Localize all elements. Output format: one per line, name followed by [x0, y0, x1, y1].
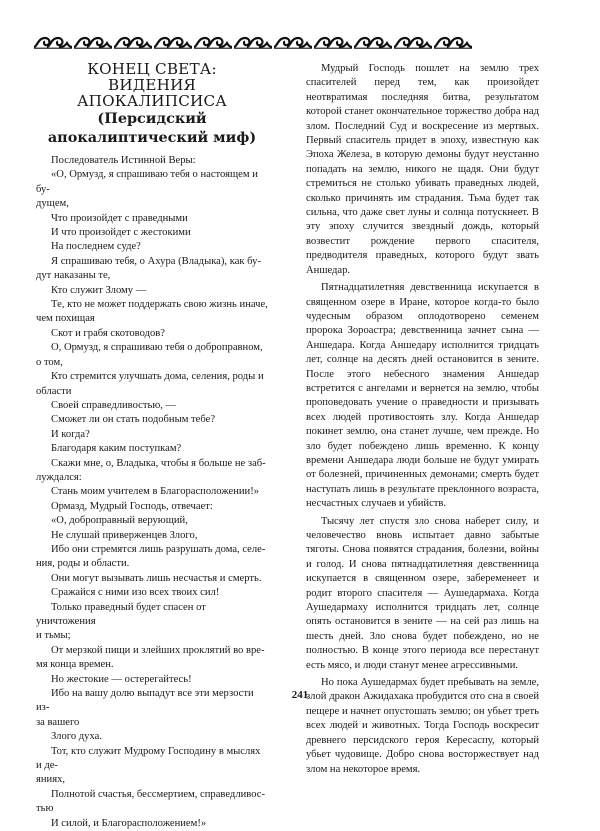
wave-scroll-icon [313, 34, 353, 50]
verse-line: луждался: [36, 471, 82, 483]
verse-line: Только праведный будет спасен от уничтожения [36, 601, 206, 627]
verse-line: Кто служит Злому — [51, 284, 147, 296]
prose-paragraph: Но пока Аушедармах будет пребывать на земле, злой дракон Ажидахака пробудится ото сна в своей пещере и начнет опустошать землю; он убьет треть всех людей и животных. Тогда Господь воскресит древнего персидского героя Кересаспу, который убьет чудовище. Добро снова восторжествует над злом на некоторое время. [306, 677, 539, 775]
verse-line: На последнем суде? [51, 241, 141, 253]
wave-scroll-icon [73, 34, 113, 50]
verse-line: Сражайся с ними изо всех твоих сил! [51, 587, 220, 599]
verse-text [36, 154, 268, 831]
wave-scroll-icon [353, 34, 393, 50]
verse-line: Скот и грабя скотоводов? [51, 327, 165, 339]
verse-line: Злого духа. [51, 731, 102, 743]
subtitle-line-1: (Персидский [97, 110, 207, 127]
verse-line: «О, Ормузд, я спрашиваю тебя о настоящем и бу- [36, 169, 258, 195]
verse-line: Скажи мне, о, Владыка, чтобы я больше не заб- [51, 457, 266, 469]
verse-line: и тьмы; [36, 630, 71, 642]
wave-scroll-icon [273, 34, 313, 50]
verse-line: И когда? [51, 428, 90, 440]
wave-scroll-icon [393, 34, 433, 50]
verse-line: Последователь Истинной Веры: [51, 155, 196, 166]
verse-line: «О, доброправный верующий, [51, 515, 188, 527]
verse-line: От мерзкой пищи и злейших проклятий во вре- [51, 644, 265, 656]
verse-line: Благодаря каким поступкам? [51, 443, 182, 455]
verse-line: чем похищая [36, 313, 95, 325]
verse-line: О, Ормузд, я спрашиваю тебя о доброправном, [51, 342, 263, 354]
verse-line: И силой, и Благорасположением!» [51, 817, 207, 829]
verse-line: мя конца времен. [36, 659, 114, 671]
page-number: 241 [291, 689, 309, 701]
verse-line: за вашего [36, 716, 80, 728]
prose-paragraph: Пятнадцатилетняя девственница искупается в священном озере в Иране, которое когда-то было чудесным образом оплодотворено семенем пророка Зороастра; девственница зачнет сына — Аншедара. Когда Аншедару исполнится тридцать лет, солнце на десять дней остановится в зените. После этого небесного знамения Аншедар встретится с ангелами и вернется на землю, чтобы проповедовать учение о праведности и призывать всех людей противостоять злу. Когда Аншедар покинет землю, она станет лучше, чем прежде. Но зло будет побеждено лишь временно. К концу времени Аншедара люди больше не будут умирать от болезней, причиненных демонами; смерть будет наступать лишь в результате преклонного возраста, несчастных случаев и убийств. [306, 282, 539, 510]
wave-scroll-icon [233, 34, 273, 50]
wave-scroll-icon [433, 34, 473, 50]
title-line-1: КОНЕЦ СВЕТА: [87, 60, 217, 78]
verse-line: И что произойдет с жестокими [51, 227, 191, 239]
verse-line: Тот, кто служит Мудрому Господину в мыслях и де- [36, 745, 261, 772]
wave-scroll-icon [33, 34, 73, 50]
right-column [306, 62, 539, 777]
verse-line: Своей справедливостью, — [51, 399, 177, 411]
verse-line: Сможет ли он стать подобным тебе? [51, 414, 216, 426]
chapter-title [36, 61, 268, 147]
verse-line: яниях, [36, 774, 66, 786]
wave-scroll-icon [193, 34, 233, 50]
wave-scroll-icon [153, 34, 193, 50]
verse-line: Я спрашиваю тебя, о Ахура (Владыка), как бу- [51, 255, 261, 267]
verse-line: области [36, 385, 72, 397]
verse-line: ния, роды и области. [36, 558, 130, 570]
prose-paragraph: Мудрый Господь пошлет на землю трех спасителей перед тем, как произойдет неотвратимая последняя битва, результатом которой станет окончательное торжество добра над злом. Последний Суд и воскресение из мертвых. Первый спаситель придет в эпоху, известную как Эпоха Железа, в которую демоны будут неустанно попадать на землю, никого не щадя. Они будут стремиться не столько убивать праведных людей, сколько причинять им страдания. Тьма будет так сильна, что даже свет луны и солнца потускнеет. В эту эпоху случится звездный дождь, который возвестит рождение первого спасителя, предводителя праведных, которого будут звать Аншедар. [306, 63, 539, 276]
verse-line: Кто стремится улучшать дома, селения, роды и [51, 371, 264, 383]
verse-line: Ибо на вашу долю выпадут все эти мерзости из- [36, 688, 254, 714]
title-line-2: ВИДЕНИЯ АПОКАЛИПСИСА [76, 76, 227, 110]
wave-ornament-border [33, 34, 475, 50]
prose-paragraph: Тысячу лет спустя зло снова наберет силу, и человечество вновь испытает давно забытые тяготы. Снова появятся страдания, болезни, войны и голод. И снова пятнадцатилетняя девственница искупается в священном озере, забеременеет и родит второго спасителя — Аушедармаха. Когда Аушедармаху исполнится тридцать лет, солнце опять остановится в зените — на сей раз лишь на шесть дней. Зло снова будет побеждено, но не полностью. В конце этого периода все перестанут есть мясо, и люди станут менее агрессивными. [306, 515, 539, 671]
verse-line: Но жестокие — остерегайтесь! [51, 673, 192, 685]
verse-line: Ормазд, Мудрый Господь, отвечает: [51, 500, 213, 512]
left-column [36, 61, 268, 831]
subtitle-line-2: апокалиптический миф) [47, 129, 257, 146]
verse-line: Стань моим учителем в Благорасположении!» [51, 486, 260, 498]
verse-line: Те, кто не может поддержать свою жизнь иначе, [51, 299, 268, 311]
verse-line: Полнотой счастья, бессмертием, справедливос- [51, 788, 266, 800]
wave-scroll-icon [113, 34, 153, 50]
verse-line: Они могут вызывать лишь несчастья и смерть. [51, 572, 262, 584]
verse-line: тью [36, 803, 54, 815]
verse-line: Ибо они стремятся лишь разрушать дома, селе- [51, 543, 266, 555]
verse-line: Что произойдет с праведными [51, 212, 188, 224]
verse-line: дущем, [36, 198, 69, 210]
verse-line: Не слушай приверженцев Злого, [51, 529, 198, 541]
verse-line: о том, [36, 356, 63, 368]
verse-line: дут наказаны те, [36, 270, 111, 282]
